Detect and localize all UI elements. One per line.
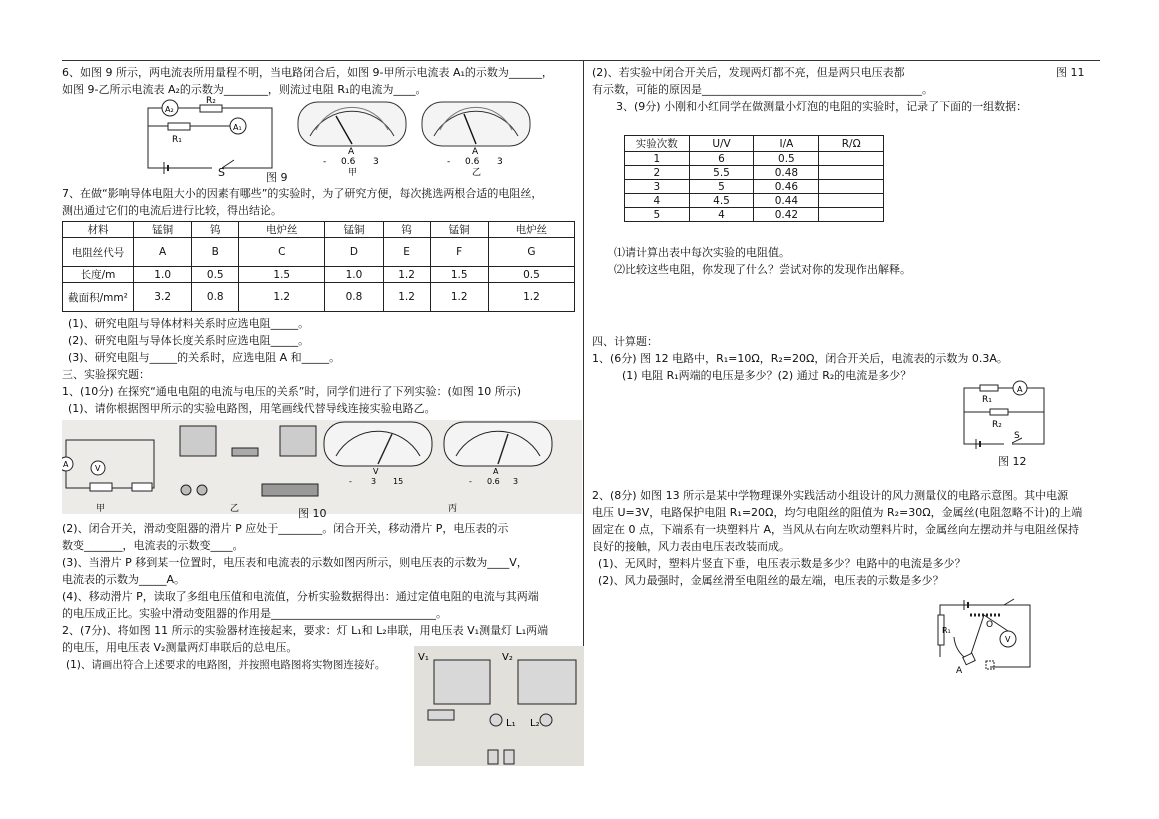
table7-cell: 0.5	[192, 267, 239, 283]
table7-cell: A	[134, 238, 192, 267]
table7-cell: 1.2	[383, 283, 430, 312]
table3-cell: 0.42	[754, 208, 819, 222]
table7-cell: 1.2	[430, 283, 488, 312]
table7-cell: 1.5	[430, 267, 488, 283]
table3-cell: 3	[625, 180, 690, 194]
meter-yi-label: 乙	[472, 168, 482, 176]
table3-row	[625, 208, 884, 222]
table7-row	[63, 267, 575, 283]
table3-cell: 2	[625, 166, 690, 180]
table7-row-header: 长度/m	[63, 267, 134, 283]
table3-row	[625, 166, 884, 180]
table3-row	[625, 152, 884, 166]
e2-line-1: 2、(7分)、将如图 11 所示的实验器材连接起来，要求：灯 L₁和 L₂串联，用电压表 V₁测量灯 L₁两端	[62, 624, 549, 637]
table3-header-cell: U/V	[689, 136, 754, 152]
e1-sub-4: 电流表的示数为_____A。	[62, 573, 186, 586]
e1-line-1: 1、(10分) 在探究“通电电阻的电流与电压的关系”时，同学们进行了下列实验：(如图 10 所示)	[62, 385, 522, 398]
q6-line-1: 6、如图 9 所示，两电流表所用量程不明，当电路闭合后，如图 9-甲所示电流表 A₁的示数为______，	[62, 66, 553, 79]
table7-cell: D	[325, 238, 383, 267]
fig9-a1-label: A₁	[233, 123, 242, 132]
fig10-v-minus: -	[349, 477, 352, 486]
fig10-v-15: 15	[393, 477, 404, 486]
table3-cell: 4	[625, 194, 690, 208]
section-3-heading: 三、实验探究题：	[62, 368, 150, 381]
fig10-jia: 甲	[96, 504, 106, 514]
table7-cell: B	[192, 238, 239, 267]
q6-line-2: 如图 9-乙所示电流表 A₂的示数为________，则流过电阻 R₁的电流为____。	[62, 83, 427, 96]
q7-line-1: 7、在做“影响导体电阻大小的因素有哪些”的实验时，为了研究方便，每次挑选两根合适的电阻丝，	[62, 187, 543, 200]
meter-jia-label: 甲	[348, 168, 358, 176]
table7-row	[63, 283, 575, 312]
fig10-a-3: 3	[513, 477, 519, 486]
fig12-circuit	[960, 378, 1050, 450]
c2-line-1: 2、(8分) 如图 13 所示是某中学物理课外实践活动小组设计的风力测量仪的电路示意图。其中电源	[592, 489, 1069, 502]
fig9-r2-label: R₂	[206, 96, 216, 106]
meter-jia-3: 3	[373, 157, 379, 167]
fig13-switch	[1004, 599, 1014, 605]
meter-yi-06: 0.6	[465, 157, 480, 167]
resistor-r2	[200, 105, 222, 112]
fig9-a2-label: A₂	[165, 105, 174, 114]
table7-cell: 1.5	[239, 267, 325, 283]
e1-line-2: (1)、请你根据图甲所示的实验电路图，用笔画线代替导线连接实验电路乙。	[68, 402, 436, 415]
table7-cell: F	[430, 238, 488, 267]
table7-cell: C	[239, 238, 325, 267]
table3-header-cell: R/Ω	[819, 136, 884, 152]
fig10-bing: 丙	[448, 504, 458, 514]
fig9-circuit	[142, 96, 282, 176]
fig12-r1	[980, 385, 998, 391]
table3-cell	[819, 208, 884, 222]
table7-row-header: 材料	[63, 222, 134, 238]
section-4-heading: 四、计算题：	[592, 335, 658, 348]
page-top-rule	[62, 60, 1100, 61]
e1-sub-2: 数变_______，电流表的示数变____。	[62, 539, 244, 552]
e3-sub-2: ⑵比较这些电阻，你发现了什么？尝试对你的发现作出解释。	[614, 263, 911, 276]
fig9-s-label: S	[218, 166, 225, 179]
fig13-wire	[970, 615, 984, 657]
q7-sub-3: (3)、研究电阻与_____的关系时，应选电阻 A 和_____。	[68, 351, 341, 364]
c2-line-3: 固定在 0 点，下端系有一块塑料片 A，当风从右向左吹动塑料片时，金属丝向左摆动并与电阻丝保持	[592, 523, 1080, 536]
table7-row	[63, 238, 575, 267]
e2-cont-line-2: 有示数，可能的原因是________________________________________。	[592, 83, 933, 96]
table3-cell: 4	[689, 208, 754, 222]
table7-cell: E	[383, 238, 430, 267]
c2-line-4: 良好的接触，风力表由电压表改装而成。	[592, 540, 790, 553]
table3-cell: 0.48	[754, 166, 819, 180]
fig10-a-label: A	[63, 460, 69, 469]
fig10-drawing	[62, 420, 582, 514]
table3-cell: 0.46	[754, 180, 819, 194]
table7-cell: 锰铜	[325, 222, 383, 238]
table7-cell: 1.0	[134, 267, 192, 283]
table7-cell: 电炉丝	[488, 222, 574, 238]
table3-row	[625, 180, 884, 194]
fig9-meter-jia	[296, 100, 408, 176]
table3-cell: 6	[689, 152, 754, 166]
fig11-l2: L₂	[530, 718, 540, 729]
table7-cell: 0.5	[488, 267, 574, 283]
c2-line-2: 电压 U=3V，电路保护电阻 R₁=20Ω，均匀电阻丝的阻值为 R₂=30Ω，金属丝(电阻忽略不计)的上端	[592, 506, 1083, 519]
table7-cell: 电炉丝	[239, 222, 325, 238]
table7-row-header: 截面积/mm²	[63, 283, 134, 312]
table3-cell: 4.5	[689, 194, 754, 208]
table7-cell: 1.0	[325, 267, 383, 283]
meter-yi-3: 3	[497, 157, 503, 167]
fig10-yi: 乙	[230, 504, 240, 514]
meter-yi-a: A	[472, 147, 479, 157]
fig13-r1-label: R₁	[942, 626, 951, 635]
fig12-r1-label: R₁	[982, 395, 992, 405]
fig11-l1: L₁	[506, 718, 516, 729]
e1-sub-1: (2)、闭合开关，滑动变阻器的滑片 P 应处于________。闭合开关，移动滑片 P，电压表的示	[62, 522, 509, 535]
table3-cell: 0.5	[754, 152, 819, 166]
lamp-resistance-table	[624, 135, 884, 222]
fig10-a-06: 0.6	[487, 477, 500, 486]
table7-cell: 锰铜	[134, 222, 192, 238]
e1-sub-3: (3)、当滑片 P 移到某一位置时，电压表和电流表的示数如图丙所示，则电压表的示数为____V，	[62, 556, 528, 569]
table7-cell: G	[488, 238, 574, 267]
fig12-s-label: S	[1014, 431, 1020, 441]
table3-row	[625, 194, 884, 208]
fig13-circuit	[934, 597, 1038, 675]
fig10-v-label: V	[95, 464, 101, 473]
meter-yi-minus: -	[447, 157, 451, 167]
fig13-v-label: V	[1005, 635, 1011, 644]
table3-header-cell: I/A	[754, 136, 819, 152]
fig9-r1-label: R₁	[172, 135, 182, 145]
table3-cell	[819, 180, 884, 194]
table7-cell: 1.2	[239, 283, 325, 312]
fig12-a-label: A	[1017, 385, 1023, 394]
table7-cell: 锰铜	[430, 222, 488, 238]
table3-cell: 0.44	[754, 194, 819, 208]
q7-sub-1: (1)、研究电阻与导体材料关系时应选电阻_____。	[68, 317, 310, 330]
e1-sub-6: 的电压成正比。实验中滑动变阻器的作用是______________________________。	[62, 607, 447, 620]
table3-cell	[819, 152, 884, 166]
fig12-caption: 图 12	[998, 455, 1027, 468]
fig9-caption: 图 9	[266, 171, 288, 184]
fig10-v-3: 3	[371, 477, 377, 486]
c2-line-5: (1)、无风时，塑料片竖直下垂，电压表示数是多少？电路中的电流是多少？	[598, 557, 966, 570]
fig11-drawing	[414, 646, 584, 766]
table7-cell: 3.2	[134, 283, 192, 312]
fig9-meter-yi	[420, 100, 532, 176]
table3-header-cell: 实验次数	[625, 136, 690, 152]
e2-line-2: 的电压，用电压表 V₂测量两灯串联后的总电压。	[62, 641, 298, 654]
e1-sub-5: (4)、移动滑片 P，读取了多组电压值和电流值，分析实验数据得出：通过定值电阻的电流与其两端	[62, 590, 539, 603]
e3-sub-1: ⑴请计算出表中每次实验的电阻值。	[614, 246, 790, 259]
table7-cell: 钨	[383, 222, 430, 238]
table3-header-row	[625, 136, 884, 152]
table7-cell: 1.2	[488, 283, 574, 312]
meter-jia-a: A	[348, 147, 355, 157]
fig10-meter-v: V	[373, 467, 379, 476]
fig13-a-label: A	[956, 666, 963, 675]
table7-cell: 1.2	[383, 267, 430, 283]
fig12-r2	[990, 409, 1008, 415]
fig10-caption: 图 10	[298, 507, 327, 520]
e2-line-3: (1)、请画出符合上述要求的电路图，并按照电路图将实物图连接好。	[66, 659, 386, 671]
meter-jia-06: 0.6	[341, 157, 356, 167]
q7-sub-2: (2)、研究电阻与导体长度关系时应选电阻_____。	[68, 334, 310, 347]
c1-line-1: 1、(6分) 图 12 电路中，R₁=10Ω，R₂=20Ω，闭合开关后，电流表的示数为 0.3A。	[592, 352, 1008, 365]
c1-line-2: (1) 电阻 R₁两端的电压是多少？(2) 通过 R₂的电流是多少？	[622, 369, 912, 382]
table7-cell: 0.8	[325, 283, 383, 312]
meter-jia-minus: -	[323, 157, 327, 167]
c2-line-6: (2)、风力最强时，金属丝滑至电阻丝的最左端，电压表的示数是多少？	[598, 574, 944, 587]
fig13-plastic-plate	[963, 653, 975, 664]
table3-cell: 5	[625, 208, 690, 222]
table3-cell: 1	[625, 152, 690, 166]
table7-row	[63, 222, 575, 238]
fig11-v1: V₁	[418, 652, 429, 663]
fig12-r2-label: R₂	[992, 420, 1002, 430]
resistor-r1	[168, 123, 190, 130]
fig11-caption: 图 11	[1056, 66, 1085, 79]
fig11-v2: V₂	[502, 652, 513, 663]
fig10-a-minus: -	[469, 477, 472, 486]
table7-row-header: 电阻丝代号	[63, 238, 134, 267]
table3-cell	[819, 194, 884, 208]
table3-cell	[819, 166, 884, 180]
e2-cont-line-1: (2)、若实验中闭合开关后，发现两灯都不亮，但是两只电压表都	[592, 66, 905, 79]
fig13-o-label: O	[986, 620, 994, 630]
e3-line: 3、(9分) 小刚和小红同学在做测量小灯泡的电阻的实验时，记录了下面的一组数据：	[616, 100, 1028, 113]
table7-cell: 钨	[192, 222, 239, 238]
resistor-wire-table	[62, 221, 575, 312]
fig10-meter-a: A	[493, 467, 499, 476]
table3-cell: 5	[689, 180, 754, 194]
q7-line-2: 测出通过它们的电流后进行比较，得出结论。	[62, 204, 282, 217]
table7-cell: 0.8	[192, 283, 239, 312]
table3-cell: 5.5	[689, 166, 754, 180]
